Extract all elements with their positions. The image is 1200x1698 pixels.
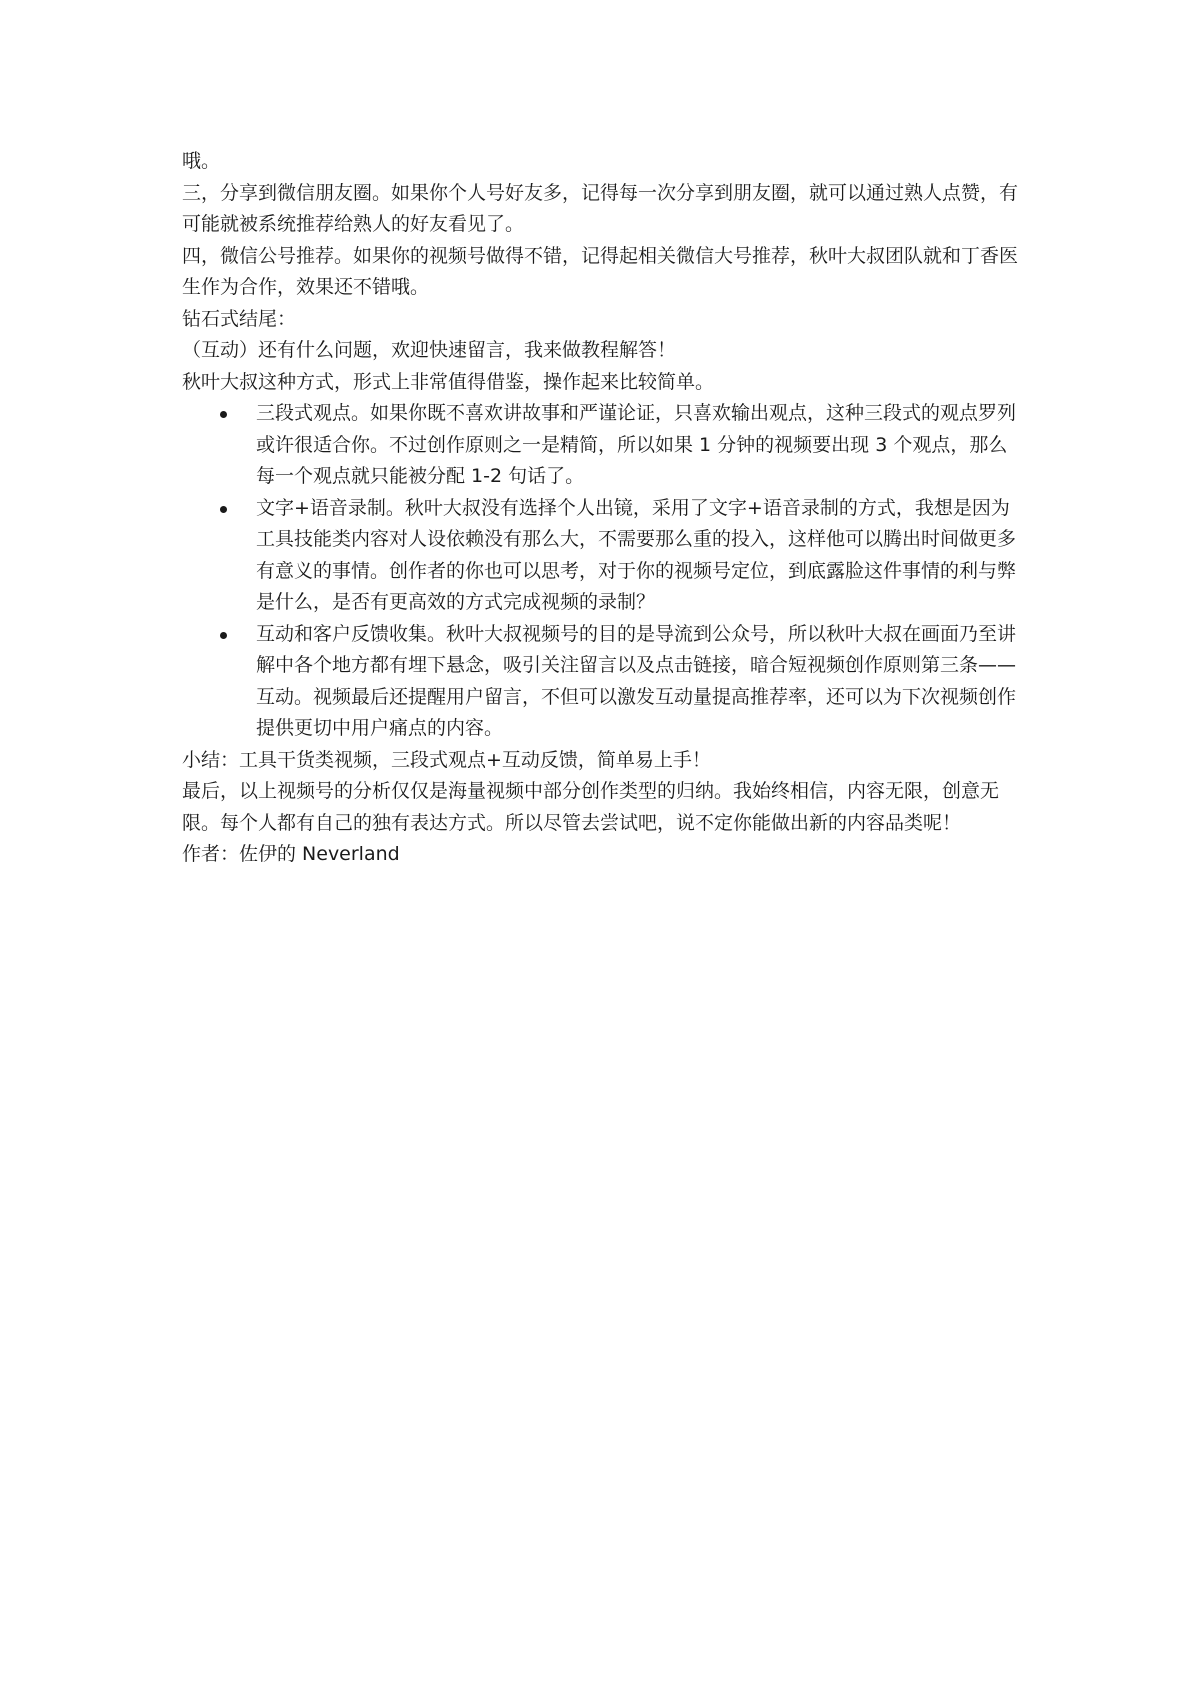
paragraph-conclusion: 小结：工具干货类视频，三段式观点+互动反馈，简单易上手！: [182, 748, 711, 771]
list-item: [256, 619, 1024, 745]
paragraph-tip-3: 三，分享到微信朋友圈。如果你个人号好友多，记得每一次分享到朋友圈，就可以通过熟人点赞，有可能就被系统推荐给熟人的好友看见了。: [182, 181, 1019, 235]
list-item-text: 互动和客户反馈收集。秋叶大叔视频号的目的是导流到公众号，所以秋叶大叔在画面乃至讲解中各个地方都有埋下悬念，吸引关注留言以及点击链接，暗合短视频创作原则第三条——互动。视频最后还提醒用户留言，不但可以激发互动量提高推荐率，还可以为下次视频创作提供更切中用户痛点的内容。: [256, 622, 1017, 739]
paragraph-interaction: （互动）还有什么问题，欢迎快速留言，我来做教程解答！: [182, 339, 677, 361]
paragraph-continuation: 哦。: [182, 150, 221, 172]
list-item: [256, 398, 1024, 493]
list-item: [256, 493, 1024, 619]
document-page: [182, 146, 1024, 871]
paragraph-tip-4: 四，微信公号推荐。如果你的视频号做得不错，记得起相关微信大号推荐，秋叶大叔团队就和丁香医生作为合作，效果还不错哦。: [182, 244, 1019, 298]
bullet-dot-icon: [220, 632, 227, 639]
list-item-text: 三段式观点。如果你既不喜欢讲故事和严谨论证，只喜欢输出观点，这种三段式的观点罗列或许很适合你。不过创作原则之一是精简，所以如果 1 分钟的视频要出现 3 个观点，那么每一个观点就只能被分配 1-2 句话了。: [256, 402, 1017, 487]
bullet-dot-icon: [220, 411, 227, 418]
paragraph-summary-intro: 秋叶大叔这种方式，形式上非常值得借鉴，操作起来比较简单。: [182, 370, 715, 393]
author-line: 作者：佐伊的 Neverland: [182, 843, 400, 865]
list-item-text: 文字+语音录制。秋叶大叔没有选择个人出镜，采用了文字+语音录制的方式，我想是因为工具技能类内容对人设依赖没有那么大，不需要那么重的投入，这样他可以腾出时间做更多有意义的事情。创作者的你也可以思考，对于你的视频号定位，到底露脸这件事情的利与弊是什么，是否有更高效的方式完成视频的录制？: [256, 496, 1017, 613]
paragraph-final-thoughts: 最后，以上视频号的分析仅仅是海量视频中部分创作类型的归纳。我始终相信，内容无限，创意无限。每个人都有自己的独有表达方式。所以尽管去尝试吧，说不定你能做出新的内容品类呢！: [182, 780, 1000, 834]
bullet-dot-icon: [220, 506, 227, 513]
bullet-list: [182, 398, 1024, 745]
section-heading-ending: 钻石式结尾：: [182, 307, 297, 330]
